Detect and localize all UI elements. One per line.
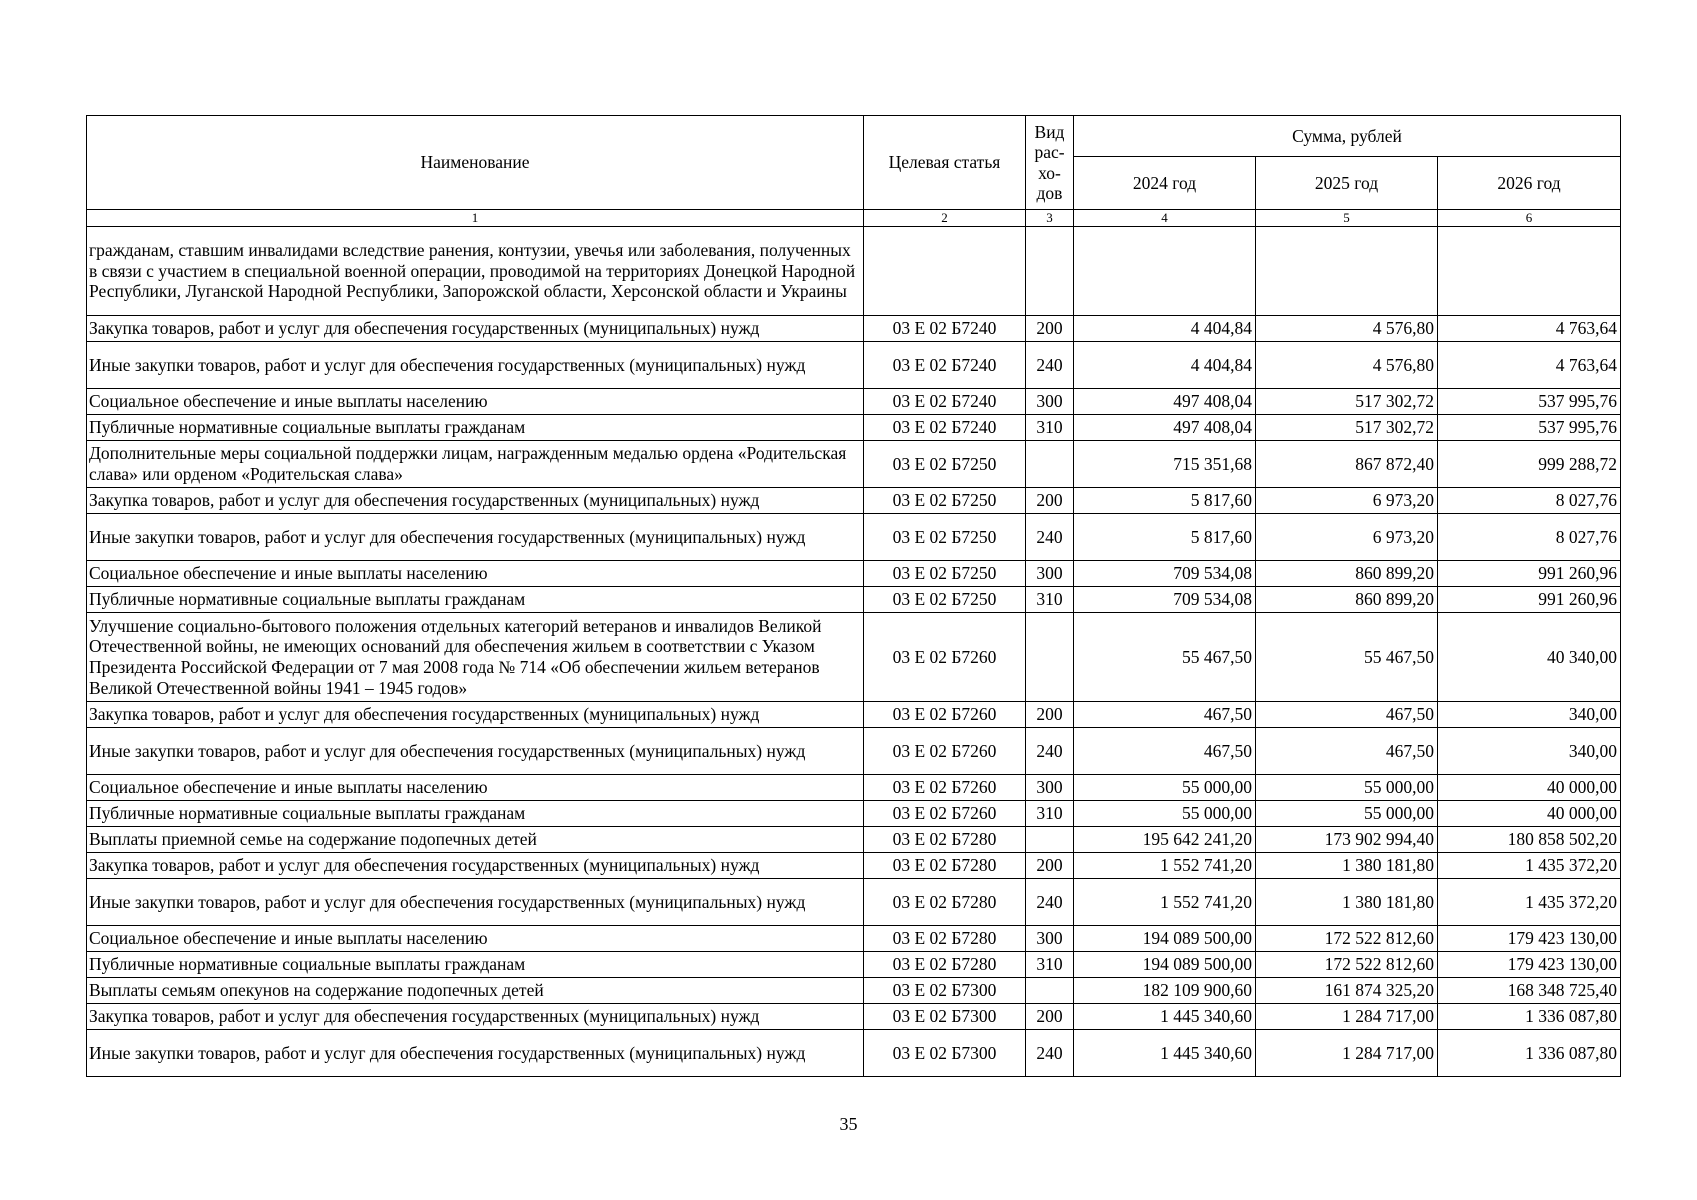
row-amount-2025: 172 522 812,60 — [1256, 926, 1438, 952]
row-amount-2026: 1 336 087,80 — [1438, 1004, 1621, 1030]
row-amount-2024: 467,50 — [1074, 702, 1256, 728]
table-row — [87, 978, 1621, 1004]
row-target-article: 03 Е 02 Б7250 — [864, 441, 1026, 488]
row-amount-2026: 1 435 372,20 — [1438, 853, 1621, 879]
row-expense-type: 300 — [1026, 775, 1074, 801]
row-name: Закупка товаров, работ и услуг для обеспечения государственных (муниципальных) нужд — [87, 488, 864, 514]
row-target-article: 03 Е 02 Б7260 — [864, 613, 1026, 702]
row-amount-2026: 40 000,00 — [1438, 801, 1621, 827]
row-amount-2026: 179 423 130,00 — [1438, 926, 1621, 952]
row-target-article: 03 Е 02 Б7280 — [864, 853, 1026, 879]
row-expense-type: 200 — [1026, 702, 1074, 728]
table-row — [87, 827, 1621, 853]
row-amount-2025: 1 380 181,80 — [1256, 853, 1438, 879]
row-amount-2024: 55 000,00 — [1074, 801, 1256, 827]
row-expense-type: 310 — [1026, 801, 1074, 827]
row-amount-2024: 497 408,04 — [1074, 389, 1256, 415]
row-amount-2025: 6 973,20 — [1256, 514, 1438, 561]
row-name: Улучшение социально-бытового положения отдельных категорий ветеранов и инвалидов Великой Отечественной войны, не имеющих оснований для обеспечения жильем в соответствии с Указом Президента Российской Федерации от 7 мая 2008 года № 714 «Об обеспечении жильем ветеранов Великой Отечественной войны 1941 – 1945 годов» — [87, 613, 864, 702]
row-name: Социальное обеспечение и иные выплаты населению — [87, 926, 864, 952]
row-amount-2024: 4 404,84 — [1074, 342, 1256, 389]
row-amount-2026: 537 995,76 — [1438, 389, 1621, 415]
row-amount-2024: 709 534,08 — [1074, 561, 1256, 587]
row-target-article: 03 Е 02 Б7280 — [864, 827, 1026, 853]
row-target-article: 03 Е 02 Б7260 — [864, 728, 1026, 775]
col-number-5: 5 — [1256, 210, 1438, 227]
row-amount-2026: 40 000,00 — [1438, 775, 1621, 801]
row-target-article: 03 Е 02 Б7250 — [864, 587, 1026, 613]
table-row — [87, 514, 1621, 561]
row-name: Иные закупки товаров, работ и услуг для обеспечения государственных (муниципальных) нужд — [87, 728, 864, 775]
row-amount-2026 — [1438, 227, 1621, 316]
row-amount-2025: 517 302,72 — [1256, 389, 1438, 415]
row-name: Социальное обеспечение и иные выплаты населению — [87, 389, 864, 415]
row-expense-type — [1026, 227, 1074, 316]
row-amount-2025: 4 576,80 — [1256, 316, 1438, 342]
row-amount-2026: 999 288,72 — [1438, 441, 1621, 488]
col-number-2: 2 — [864, 210, 1026, 227]
row-name: Иные закупки товаров, работ и услуг для обеспечения государственных (муниципальных) нужд — [87, 514, 864, 561]
row-amount-2025: 161 874 325,20 — [1256, 978, 1438, 1004]
row-expense-type: 240 — [1026, 1030, 1074, 1077]
col-number-4: 4 — [1074, 210, 1256, 227]
document-page — [86, 115, 1620, 1077]
table-row — [87, 389, 1621, 415]
row-name: Закупка товаров, работ и услуг для обеспечения государственных (муниципальных) нужд — [87, 316, 864, 342]
table-row — [87, 1004, 1621, 1030]
header-year-2025: 2025 год — [1256, 157, 1438, 210]
row-name: Выплаты приемной семье на содержание подопечных детей — [87, 827, 864, 853]
row-expense-type: 240 — [1026, 514, 1074, 561]
row-amount-2026: 40 340,00 — [1438, 613, 1621, 702]
row-amount-2026: 168 348 725,40 — [1438, 978, 1621, 1004]
row-expense-type: 200 — [1026, 1004, 1074, 1030]
table-row — [87, 613, 1621, 702]
table-row — [87, 441, 1621, 488]
table-row — [87, 488, 1621, 514]
table-row — [87, 342, 1621, 389]
table-row — [87, 952, 1621, 978]
col-number-6: 6 — [1438, 210, 1621, 227]
header-sum: Сумма, рублей — [1074, 116, 1621, 157]
row-amount-2024: 5 817,60 — [1074, 488, 1256, 514]
row-amount-2024: 55 000,00 — [1074, 775, 1256, 801]
row-amount-2025: 860 899,20 — [1256, 587, 1438, 613]
table-row — [87, 801, 1621, 827]
table-row — [87, 587, 1621, 613]
table-row — [87, 316, 1621, 342]
col-number-1: 1 — [87, 210, 864, 227]
table-body — [87, 227, 1621, 1077]
row-target-article: 03 Е 02 Б7240 — [864, 415, 1026, 441]
row-expense-type — [1026, 827, 1074, 853]
budget-table — [86, 115, 1621, 1077]
row-target-article — [864, 227, 1026, 316]
col-number-3: 3 — [1026, 210, 1074, 227]
row-name: Закупка товаров, работ и услуг для обеспечения государственных (муниципальных) нужд — [87, 702, 864, 728]
row-target-article: 03 Е 02 Б7250 — [864, 514, 1026, 561]
row-amount-2024: 194 089 500,00 — [1074, 952, 1256, 978]
row-target-article: 03 Е 02 Б7240 — [864, 342, 1026, 389]
row-amount-2025 — [1256, 227, 1438, 316]
row-amount-2025: 1 380 181,80 — [1256, 879, 1438, 926]
row-name: Закупка товаров, работ и услуг для обеспечения государственных (муниципальных) нужд — [87, 853, 864, 879]
row-target-article: 03 Е 02 Б7300 — [864, 978, 1026, 1004]
row-target-article: 03 Е 02 Б7260 — [864, 702, 1026, 728]
row-amount-2024: 709 534,08 — [1074, 587, 1256, 613]
row-amount-2025: 55 000,00 — [1256, 775, 1438, 801]
table-row — [87, 853, 1621, 879]
row-expense-type — [1026, 978, 1074, 1004]
table-row — [87, 561, 1621, 587]
row-target-article: 03 Е 02 Б7300 — [864, 1004, 1026, 1030]
row-amount-2024: 497 408,04 — [1074, 415, 1256, 441]
row-amount-2026: 4 763,64 — [1438, 316, 1621, 342]
row-amount-2025: 867 872,40 — [1256, 441, 1438, 488]
row-expense-type: 200 — [1026, 316, 1074, 342]
row-expense-type: 310 — [1026, 415, 1074, 441]
row-target-article: 03 Е 02 Б7280 — [864, 952, 1026, 978]
table-row — [87, 926, 1621, 952]
row-name: Иные закупки товаров, работ и услуг для обеспечения государственных (муниципальных) нужд — [87, 1030, 864, 1077]
row-amount-2024: 1 552 741,20 — [1074, 853, 1256, 879]
row-name: Выплаты семьям опекунов на содержание подопечных детей — [87, 978, 864, 1004]
row-expense-type: 310 — [1026, 587, 1074, 613]
row-name: гражданам, ставшим инвалидами вследствие ранения, контузии, увечья или заболевания, полученных в связи с участием в специальной военной операции, проводимой на территориях Донецкой Народной Республики, Луганской Народной Республики, Запорожской области, Херсонской области и Украины — [87, 227, 864, 316]
row-amount-2025: 4 576,80 — [1256, 342, 1438, 389]
row-name: Социальное обеспечение и иные выплаты населению — [87, 775, 864, 801]
row-target-article: 03 Е 02 Б7260 — [864, 775, 1026, 801]
row-expense-type: 240 — [1026, 342, 1074, 389]
row-target-article: 03 Е 02 Б7260 — [864, 801, 1026, 827]
row-expense-type: 300 — [1026, 561, 1074, 587]
table-row — [87, 879, 1621, 926]
row-target-article: 03 Е 02 Б7280 — [864, 879, 1026, 926]
table-row — [87, 775, 1621, 801]
row-amount-2026: 991 260,96 — [1438, 587, 1621, 613]
table-row — [87, 1030, 1621, 1077]
row-amount-2024: 1 552 741,20 — [1074, 879, 1256, 926]
row-amount-2025: 172 522 812,60 — [1256, 952, 1438, 978]
row-name: Иные закупки товаров, работ и услуг для обеспечения государственных (муниципальных) нужд — [87, 879, 864, 926]
row-target-article: 03 Е 02 Б7250 — [864, 561, 1026, 587]
row-expense-type: 200 — [1026, 488, 1074, 514]
row-expense-type: 300 — [1026, 926, 1074, 952]
row-expense-type — [1026, 613, 1074, 702]
row-amount-2026: 180 858 502,20 — [1438, 827, 1621, 853]
row-amount-2025: 1 284 717,00 — [1256, 1004, 1438, 1030]
row-amount-2026: 4 763,64 — [1438, 342, 1621, 389]
row-amount-2026: 340,00 — [1438, 702, 1621, 728]
row-target-article: 03 Е 02 Б7240 — [864, 316, 1026, 342]
table-row — [87, 227, 1621, 316]
row-amount-2025: 6 973,20 — [1256, 488, 1438, 514]
header-name: Наименование — [87, 116, 864, 210]
row-name: Иные закупки товаров, работ и услуг для обеспечения государственных (муниципальных) нужд — [87, 342, 864, 389]
row-amount-2025: 467,50 — [1256, 728, 1438, 775]
row-amount-2024: 55 467,50 — [1074, 613, 1256, 702]
row-amount-2024: 1 445 340,60 — [1074, 1030, 1256, 1077]
row-amount-2025: 860 899,20 — [1256, 561, 1438, 587]
row-amount-2026: 991 260,96 — [1438, 561, 1621, 587]
row-amount-2026: 1 435 372,20 — [1438, 879, 1621, 926]
row-amount-2025: 55 467,50 — [1256, 613, 1438, 702]
row-amount-2025: 55 000,00 — [1256, 801, 1438, 827]
table-row — [87, 728, 1621, 775]
row-amount-2024: 1 445 340,60 — [1074, 1004, 1256, 1030]
row-name: Дополнительные меры социальной поддержки лицам, награжденным медалью ордена «Родительская слава» или орденом «Родительская слава» — [87, 441, 864, 488]
row-amount-2024: 5 817,60 — [1074, 514, 1256, 561]
row-amount-2026: 8 027,76 — [1438, 488, 1621, 514]
row-amount-2024: 195 642 241,20 — [1074, 827, 1256, 853]
header-year-2026: 2026 год — [1438, 157, 1621, 210]
row-name: Закупка товаров, работ и услуг для обеспечения государственных (муниципальных) нужд — [87, 1004, 864, 1030]
header-expense-type — [1026, 116, 1074, 210]
header-target-article: Целевая статья — [864, 116, 1026, 210]
row-expense-type: 240 — [1026, 728, 1074, 775]
row-expense-type — [1026, 441, 1074, 488]
row-amount-2024: 182 109 900,60 — [1074, 978, 1256, 1004]
row-amount-2025: 517 302,72 — [1256, 415, 1438, 441]
row-target-article: 03 Е 02 Б7250 — [864, 488, 1026, 514]
row-expense-type: 300 — [1026, 389, 1074, 415]
row-name: Социальное обеспечение и иные выплаты населению — [87, 561, 864, 587]
row-amount-2024: 194 089 500,00 — [1074, 926, 1256, 952]
header-year-2024: 2024 год — [1074, 157, 1256, 210]
row-target-article: 03 Е 02 Б7280 — [864, 926, 1026, 952]
row-amount-2024: 4 404,84 — [1074, 316, 1256, 342]
row-target-article: 03 Е 02 Б7240 — [864, 389, 1026, 415]
page-number: 35 — [839, 1114, 858, 1134]
row-amount-2026: 537 995,76 — [1438, 415, 1621, 441]
row-amount-2025: 1 284 717,00 — [1256, 1030, 1438, 1077]
row-amount-2024 — [1074, 227, 1256, 316]
row-name: Публичные нормативные социальные выплаты гражданам — [87, 952, 864, 978]
row-expense-type: 310 — [1026, 952, 1074, 978]
row-amount-2026: 1 336 087,80 — [1438, 1030, 1621, 1077]
row-name: Публичные нормативные социальные выплаты гражданам — [87, 415, 864, 441]
row-expense-type: 200 — [1026, 853, 1074, 879]
row-amount-2026: 340,00 — [1438, 728, 1621, 775]
header-expense-type-text: Вид рас-хо-дов — [1034, 122, 1065, 203]
row-expense-type: 240 — [1026, 879, 1074, 926]
row-amount-2024: 467,50 — [1074, 728, 1256, 775]
row-amount-2024: 715 351,68 — [1074, 441, 1256, 488]
row-amount-2026: 8 027,76 — [1438, 514, 1621, 561]
row-target-article: 03 Е 02 Б7300 — [864, 1030, 1026, 1077]
table-row — [87, 702, 1621, 728]
table-row — [87, 415, 1621, 441]
row-amount-2025: 467,50 — [1256, 702, 1438, 728]
row-amount-2026: 179 423 130,00 — [1438, 952, 1621, 978]
row-name: Публичные нормативные социальные выплаты гражданам — [87, 587, 864, 613]
row-name: Публичные нормативные социальные выплаты гражданам — [87, 801, 864, 827]
row-amount-2025: 173 902 994,40 — [1256, 827, 1438, 853]
